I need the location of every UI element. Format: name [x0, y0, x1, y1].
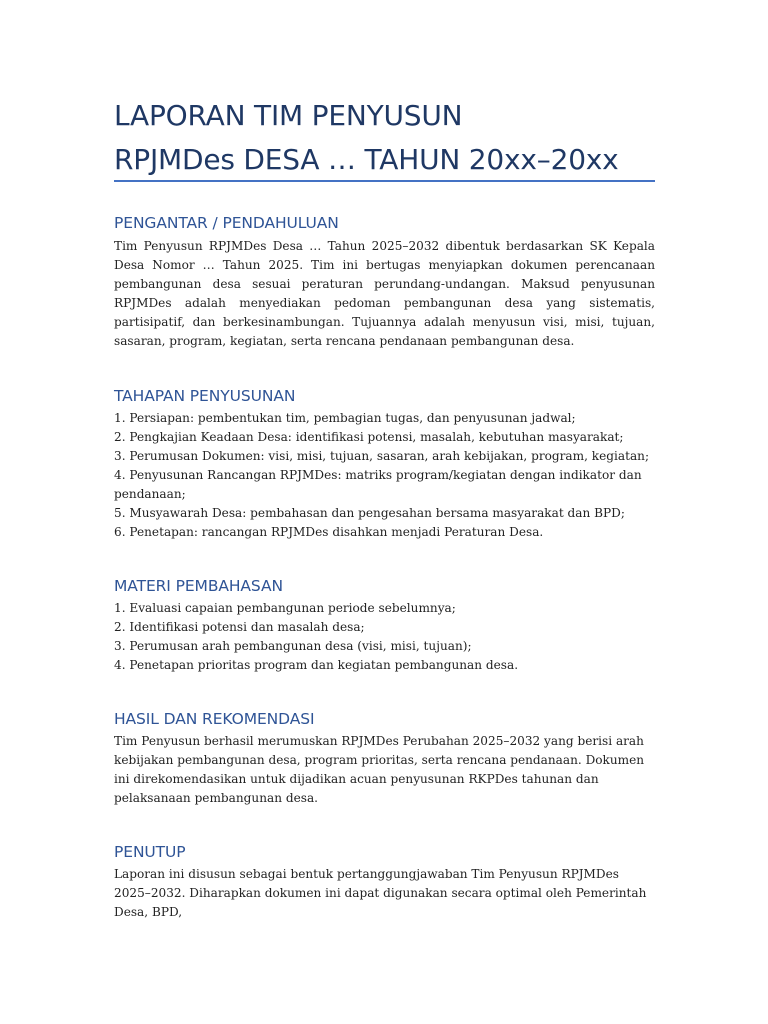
list-item: 3. Perumusan arah pembangunan desa (visi, misi, tujuan); [114, 639, 472, 653]
list-item: 6. Penetapan: rancangan RPJMDes disahkan menjadi Peraturan Desa. [114, 525, 544, 539]
section-heading-hasil: HASIL DAN REKOMENDASI [114, 710, 315, 728]
list-tahapan [114, 409, 655, 542]
list-item: 4. Penyusunan Rancangan RPJMDes: matriks program/kegiatan dengan indikator dan pendanaan; [114, 468, 642, 501]
section-heading-pengantar: PENGANTAR / PENDAHULUAN [114, 214, 339, 232]
list-item: 3. Perumusan Dokumen: visi, misi, tujuan, sasaran, arah kebijakan, program, kegiatan; [114, 449, 650, 463]
section-heading-penutup: PENUTUP [114, 843, 186, 861]
paragraph-pengantar: Tim Penyusun RPJMDes Desa … Tahun 2025–2032 dibentuk berdasarkan SK Kepala Desa Nomor … Tahun 2025. Tim ini bertugas menyiapkan dokumen perencanaan pembangunan desa sesuai peraturan perundang-undangan. Maksud penyusunan RPJMDes adalah menyediakan pedoman pembangunan desa yang sistematis, partisipatif, dan berkesinambungan. Tujuannya adalah menyusun visi, misi, tujuan, sasaran, program, kegiatan, serta rencana pendanaan pembangunan desa. [114, 239, 655, 348]
list-item: 4. Penetapan prioritas program dan kegiatan pembangunan desa. [114, 658, 519, 672]
list-item: 2. Identifikasi potensi dan masalah desa; [114, 620, 365, 634]
section-heading-tahapan: TAHAPAN PENYUSUNAN [114, 387, 296, 405]
title-divider [114, 180, 655, 182]
list-item: 2. Pengkajian Keadaan Desa: identifikasi potensi, masalah, kebutuhan masyarakat; [114, 430, 624, 444]
paragraph-hasil: Tim Penyusun berhasil merumuskan RPJMDes Perubahan 2025–2032 yang berisi arah kebijakan pembangunan desa, program prioritas, serta rencana pendanaan. Dokumen ini direkomendasikan untuk dijadikan acuan penyusunan RKPDes tahunan dan pelaksanaan pembangunan desa. [114, 734, 645, 805]
list-materi [114, 599, 655, 675]
document-title [114, 94, 674, 182]
title-line-2: RPJMDes DESA … TAHUN 20xx–20xx [114, 143, 619, 176]
list-item: 5. Musyawarah Desa: pembahasan dan pengesahan bersama masyarakat dan BPD; [114, 506, 625, 520]
list-item: 1. Evaluasi capaian pembangunan periode sebelumnya; [114, 601, 456, 615]
paragraph-penutup: Laporan ini disusun sebagai bentuk pertanggungjawaban Tim Penyusun RPJMDes 2025–2032. Diharapkan dokumen ini dapat digunakan secara optimal oleh Pemerintah Desa, BPD, [114, 867, 647, 919]
title-line-1: LAPORAN TIM PENYUSUN [114, 99, 463, 132]
section-heading-materi: MATERI PEMBAHASAN [114, 577, 283, 595]
list-item: 1. Persiapan: pembentukan tim, pembagian tugas, dan penyusunan jadwal; [114, 411, 576, 425]
